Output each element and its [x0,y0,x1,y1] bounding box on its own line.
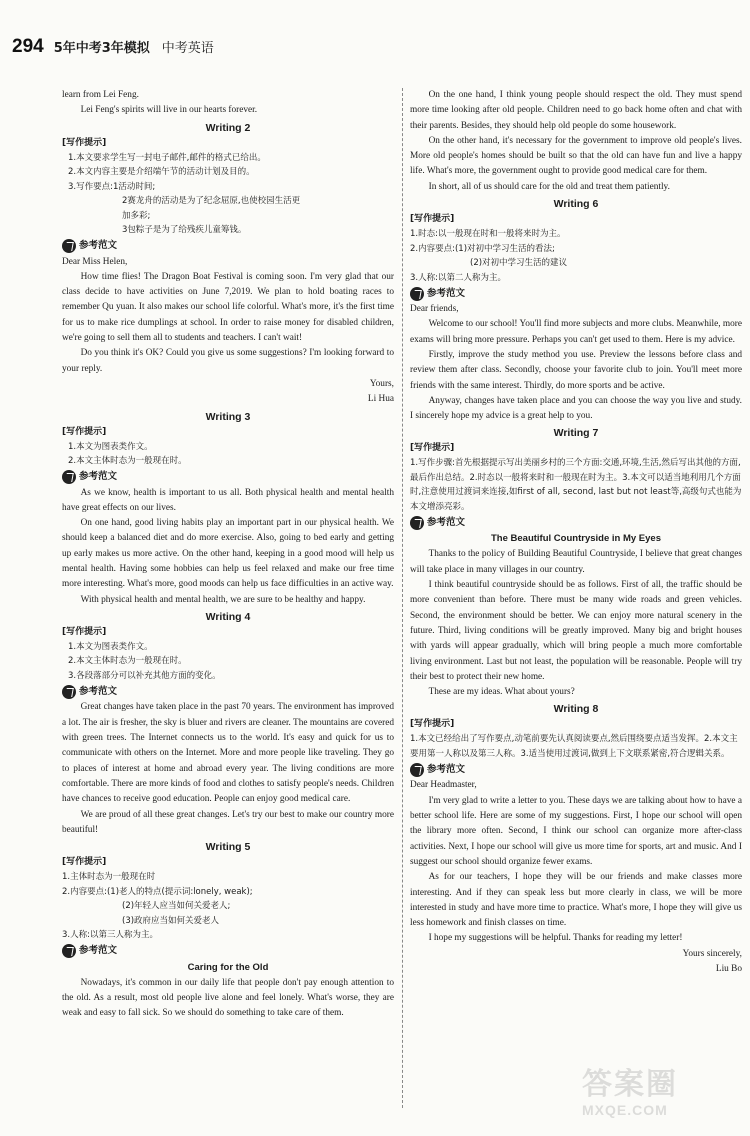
tip-line: (2)年轻人应当如何关爱老人; [122,901,231,912]
tip-line: 1.时态:以一般现在时和一般将来时为主。 [410,229,566,240]
column-divider [402,88,403,1108]
paragraph: I'm very glad to write a letter to you. These days we are talking about how to have a better school life. Here are some of my suggestions. First, I hope our school will open the library more often. Second, I think our school can organize more after-class activities. Next, I hope our school will give us more time for sports, art and music. And I suggest our school should organize fewer exams. [410,795,742,867]
tips-title: [写作提示] [62,426,107,437]
section-heading: Writing 3 [205,410,251,423]
tip-line: 3.写作要点:1活动时间; [68,181,156,192]
paragraph: On one hand, good living habits play an important part in our physical health. We should keep a balanced diet and do more exercise. Also, going to bed early and getting up early makes us more active. On the other hand, keeping in a good mood will help us mental health. Having some hobbies can help us feel relaxed and make our free time more interesting. What's more, good moods can help us face difficulties in an active way. [62,518,394,590]
pen-icon [62,239,76,253]
salutation: Dear Miss Helen, [62,256,128,267]
paragraph: We are proud of all these great changes. Let's try our best to make our country more beautiful! [62,809,394,835]
tip-line: 1.本文已经给出了写作要点,动笔前要先认真阅读要点,然后围绕要点适当发挥。2.本文主要用第一人称以及第三人称。3.适当使用过渡词,做到上下文联系紧密,符合逻辑关系。 [410,734,738,759]
sample-essay-label: 参考范文 [62,943,394,960]
pen-icon [62,685,76,699]
paragraph: As for our teachers, I hope they will be our friends and make classes more interesting. And if they can speak less but more clearly in class, we will be more interested in study and have more time to practice. What's more, I hope they will give us less homework and finish classes on time. [410,872,742,929]
essay-title: The Beautiful Countryside in My Eyes [491,533,661,545]
subject-label: 中考英语 [161,41,214,56]
paragraph: With physical health and mental health, we are sure to be healthy and happy. [80,594,366,605]
sample-essay-label: 参考范文 [62,469,394,486]
section-heading: Writing 5 [205,841,251,854]
paragraph: Do you think it's OK? Could you give us some suggestions? I'm looking forward to your reply. [62,348,394,374]
section-heading: Writing 2 [205,121,251,134]
sample-essay-label: 参考范文 [62,238,394,255]
paragraph: Anyway, changes have taken place and you can choose the way you live and study. I sincerely hope my advice is a great help to you. [410,395,742,422]
page-header [12,36,214,66]
tips-title: [写作提示] [410,719,455,730]
tip-line: 2赛龙舟的活动是为了纪念屈原,也使校园生活更 [122,196,301,207]
sample-essay-label: 参考范文 [410,514,742,531]
paragraph: Great changes have taken place in the past 70 years. The environment has improved a lot. The air is fresher, the sky is bluer and rivers are cleaner. The mountains are covered with green trees. The Internet connects us to the world. It's easy and quick for us to communicate with others on the Internet. More and more people like traveling. They go to places of interest at home and abroad every year. The living conditions are more comfortable. There are more kinds of food and clothes to satisfy people's needs. Children have chances to receive good education. People can enjoy good medical care. [62,702,394,805]
salutation: Dear Headmaster, [410,780,477,791]
paragraph: On the other hand, it's necessary for the government to improve old people's lives. More old people's homes should be built so that the old can have fun and live a happy life. What's more, the government ought to provide good medical care for them. [410,135,742,177]
book-title: 5年中考3年模拟 [53,41,150,56]
pen-icon [62,470,76,484]
letter-closing: Yours sincerely, [682,948,742,959]
tip-line: 2.内容要点:(1)对初中学习生活的看法; [410,243,555,254]
tip-line: 1.主体时态为一般现在时 [62,872,156,883]
pen-icon [62,944,76,958]
section-heading: Writing 7 [553,427,599,440]
tips-title: [写作提示] [410,443,455,454]
sample-essay-label: 参考范文 [410,761,742,778]
tip-line: 3.人称:以第二人称为主。 [410,272,506,283]
tips-title: [写作提示] [62,626,107,637]
right-column [410,88,742,977]
text-line: learn from Lei Feng. [62,90,139,100]
tip-line: 2.本文主体时态为一般现在时。 [68,656,187,667]
tip-line: 2.本文内容主要是介绍端午节的活动计划及目的。 [68,167,255,178]
paragraph: Firstly, improve the study method you use. Preview the lessons before class and review them after class. Secondly, choose your favorite club to join. You'll meet more friends with the same interest. Thirdly, do more sports and be active. [410,349,742,391]
section-heading: Writing 4 [205,610,251,623]
essay-title: Caring for the Old [187,961,269,973]
paragraph: How time flies! The Dragon Boat Festival is coming soon. I'm very glad that our class decide to have activities on June 7,2019. We plan to hold boating races to remember Qu yuan. It also makes our school life colorful. What's more, it's the first time for us to make rice dumplings at school. In order to raise money for disabled children, we're going to sell them all to students and teachers. I can't wait! [62,271,394,344]
letter-signature: Liu Bo [715,963,742,974]
letter-signature: Li Hua [367,394,394,405]
tip-line: (2)对初中学习生活的建议 [470,258,568,269]
left-column [62,88,394,1022]
tip-line: 3.人称:以第三人称为主。 [62,930,158,941]
sample-essay-label: 参考范文 [410,285,742,302]
tip-line: 1.本文为图表类作文。 [68,441,153,452]
paragraph: I hope my suggestions will be helpful. Thanks for reading my letter! [428,933,683,944]
paragraph: As we know, health is important to us all. Both physical health and mental health have great effects on our lives. [62,487,394,513]
salutation: Dear friends, [410,304,459,315]
pen-icon [410,287,424,301]
tip-line: 加多彩; [122,210,151,221]
paragraph: Welcome to our school! You'll find more subjects and more clubs. Meanwhile, more exams will bring more pressure. Perhaps you can't get used to them. Here is my advice. [410,319,742,345]
paragraph: On the one hand, I think young people should respect the old. They must spend more time looking after old people. Children need to go back home often and chat with their parents. Besides, they should help old people do some housework. [410,90,742,131]
tip-line: 1.本文为图表类作文。 [68,641,153,652]
pen-icon [410,763,424,777]
text-line: Lei Feng's spirits will live in our hearts forever. [80,105,258,116]
tip-line: 2.本文主体时态为一般现在时。 [68,456,187,467]
pen-icon [410,516,424,530]
tips-title: [写作提示] [62,857,107,868]
paragraph: These are my ideas. What about yours? [428,687,575,698]
section-heading: Writing 8 [553,703,599,716]
tip-line: 1.写作步骤:首先根据提示写出美丽乡村的三个方面:交通,环境,生活,然后写出其他的方面,最后作出总结。2.时态以一般将来时和一般现在时为主。3.本文可以适当地利用几个方面时,注意使用过渡词来连接,如first of all, second, last but not least等,高级句式也能为本文增添亮彩。 [410,458,742,512]
site-watermark: 答案圈 MXQE.COM [582,1068,678,1118]
paragraph: I think beautiful countryside should be as follows. First of all, the traffic should be more convenient than before. There must be many wide roads and green vehicles. Second, the environment should be better. We can enjoy more natural scenery in the future. Third, living conditions will be greatly improved. Many big and bright houses with yards will appear gradually, which will bring people a much more comfortable living environment. Last but not least, the population will be reasonable. People will try their best to protect their new home. [410,580,742,682]
tip-line: 3.各段落部分可以补充其他方面的变化。 [68,670,221,681]
tip-line: 1.本文要求学生写一封电子邮件,邮件的格式已给出。 [68,152,266,163]
tips-title: [写作提示] [410,214,455,225]
page-number: 294 [12,36,44,57]
paragraph: In short, all of us should care for the old and treat them patiently. [428,181,670,192]
tip-line: 3包粽子是为了给残疾儿童筹钱。 [122,225,247,236]
sample-essay-label: 参考范文 [62,683,394,700]
tips-title: [写作提示] [62,137,107,148]
section-heading: Writing 6 [553,198,599,211]
tip-line: 2.内容要点:(1)老人的特点(提示词:lonely, weak); [62,886,253,897]
tip-line: (3)政府应当如何关爱老人 [122,915,220,926]
paragraph: Nowadays, it's common in our daily life that people don't pay enough attention to the old. As a result, most old people live alone and feel lonely. What's worse, they are weak and easy to fall sick. So we should do something to take care of them. [62,977,394,1019]
letter-closing: Yours, [369,378,394,389]
paragraph: Thanks to the policy of Building Beautiful Countryside, I believe that great changes will take place in many villages in our country. [410,549,742,575]
